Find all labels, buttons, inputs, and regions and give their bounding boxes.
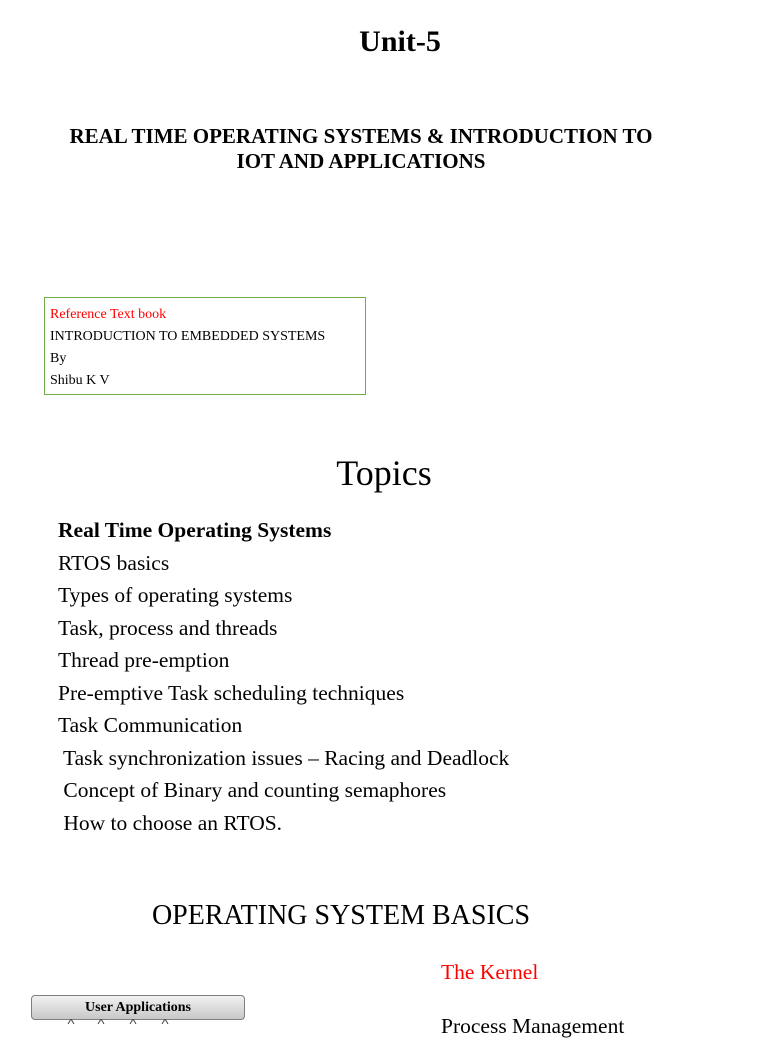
topic-item: Concept of Binary and counting semaphores — [58, 778, 447, 802]
topic-item: RTOS basics — [58, 550, 170, 575]
topic-item: Task, process and threads — [58, 615, 278, 640]
main-heading-line-1: REAL TIME OPERATING SYSTEMS & INTRODUCTION TO — [69, 124, 653, 148]
topic-item: Task synchronization issues – Racing and Deadlock — [58, 745, 510, 770]
topics-list — [58, 514, 509, 839]
user-applications-block: User Applications — [31, 995, 245, 1020]
diagram-arrows — [62, 1019, 182, 1024]
topic-item: Real Time Operating Systems — [58, 518, 332, 542]
arrow-up-icon — [68, 1019, 74, 1024]
topic-item: Types of operating systems — [58, 583, 293, 607]
arrow-up-icon — [130, 1019, 136, 1024]
topics-heading: Topics — [336, 453, 432, 493]
topic-item: Thread pre-emption — [58, 648, 230, 672]
reference-author: Shibu K V — [50, 373, 110, 388]
arrow-up-icon — [162, 1019, 168, 1024]
kernel-item-process-management: Process Management — [441, 1014, 625, 1038]
os-basics-heading: OPERATING SYSTEM BASICS — [151, 900, 531, 931]
topic-item: How to choose an RTOS. — [58, 810, 283, 835]
reference-by: By — [50, 351, 67, 366]
main-heading-line-2: IOT AND APPLICATIONS — [236, 149, 486, 173]
arrow-up-icon — [98, 1019, 104, 1024]
reference-label: Reference Text book — [50, 307, 167, 322]
reference-book-title: INTRODUCTION TO EMBEDDED SYSTEMS — [50, 329, 326, 344]
kernel-heading: The Kernel — [441, 960, 539, 984]
topic-item: Task Communication — [58, 713, 243, 737]
topic-item: Pre-emptive Task scheduling techniques — [58, 680, 405, 705]
reference-textbook-box — [44, 297, 366, 395]
main-heading — [40, 124, 682, 174]
unit-title: Unit-5 — [359, 25, 441, 58]
